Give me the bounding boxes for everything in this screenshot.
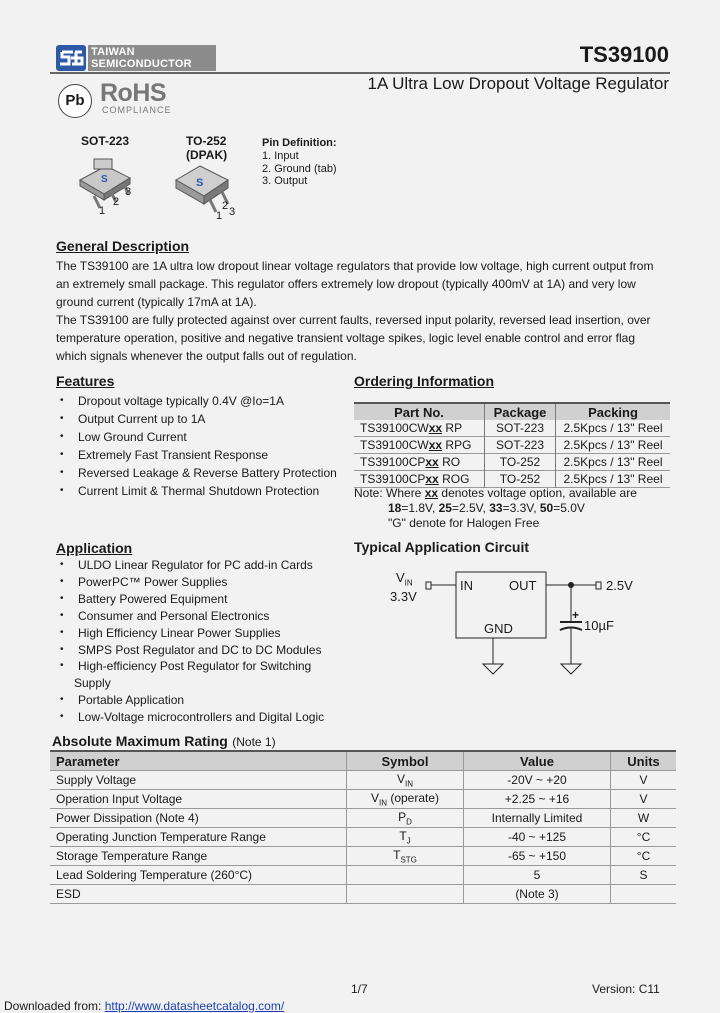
voltage-code: xx bbox=[428, 438, 443, 452]
to252-package-icon bbox=[170, 160, 236, 225]
pin-out-label: OUT bbox=[509, 578, 537, 593]
table-row bbox=[354, 471, 670, 488]
symbol-cell bbox=[347, 809, 464, 828]
general-description-body bbox=[56, 257, 676, 365]
table-row bbox=[50, 809, 676, 828]
halogen-note: "G" denote for Halogen Free bbox=[388, 516, 540, 530]
part-no-suffix: RO bbox=[438, 455, 461, 469]
symbol-cell bbox=[347, 771, 464, 790]
column-header: Symbol bbox=[347, 751, 464, 771]
page-number: 1/7 bbox=[351, 982, 368, 996]
table-row bbox=[354, 420, 670, 437]
features-list bbox=[56, 392, 356, 500]
unit-cell: °C bbox=[611, 828, 677, 847]
symbol: P bbox=[398, 809, 407, 824]
vin-symbol: V bbox=[396, 570, 405, 585]
description-line: ground current (typically 17mA at 1A). bbox=[56, 295, 257, 309]
value-cell: (Note 3) bbox=[464, 885, 611, 904]
packing-cell: 2.5Kpcs / 13" Reel bbox=[556, 471, 671, 488]
option-value: =1.8V, bbox=[401, 501, 439, 515]
header-rule bbox=[50, 72, 670, 74]
option-code: 50 bbox=[539, 501, 554, 515]
list-item: • SMPS Post Regulator and DC to DC Modules bbox=[56, 642, 356, 659]
list-item: • PowerPC™ Power Supplies bbox=[56, 574, 356, 591]
packing-cell: 2.5Kpcs / 13" Reel bbox=[556, 454, 671, 471]
company-name bbox=[88, 45, 216, 71]
list-item: • Low-Voltage microcontrollers and Digital Logic bbox=[56, 709, 356, 726]
description-line: an extremely small package. This regulator offers extremely low dropout (typically 400mV at 1A) and very low bbox=[56, 277, 636, 291]
part-no-cell bbox=[354, 454, 485, 471]
rohs-compliance-label: COMPLIANCE bbox=[102, 105, 172, 115]
pin-def-2: 2. Ground (tab) bbox=[262, 162, 337, 175]
abs-max-title-text: Absolute Maximum Rating bbox=[52, 733, 228, 749]
table-row bbox=[50, 828, 676, 847]
value-cell: -65 ~ +150 bbox=[464, 847, 611, 866]
package-cell: TO-252 bbox=[485, 454, 556, 471]
download-link[interactable]: http://www.datasheetcatalog.com/ bbox=[104, 999, 285, 1013]
symbol-cell bbox=[347, 828, 464, 847]
value-cell: Internally Limited bbox=[464, 809, 611, 828]
download-source bbox=[4, 999, 284, 1013]
table-row bbox=[50, 847, 676, 866]
abs-max-title bbox=[52, 733, 276, 751]
to252-label: TO-252 bbox=[186, 134, 227, 148]
abs-max-title-note: (Note 1) bbox=[232, 735, 276, 749]
table-row bbox=[50, 866, 676, 885]
company-name-line2: SEMICONDUCTOR bbox=[91, 58, 192, 70]
value-cell: 5 bbox=[464, 866, 611, 885]
download-prefix: Downloaded from: bbox=[4, 999, 105, 1013]
table-row bbox=[50, 790, 676, 809]
symbol-subscript: STG bbox=[400, 855, 417, 865]
svg-text:S: S bbox=[196, 177, 204, 189]
list-item: • Battery Powered Equipment bbox=[56, 591, 356, 608]
list-item: • Output Current up to 1A bbox=[56, 410, 356, 428]
dpak-label: (DPAK) bbox=[186, 148, 228, 162]
description-line: temperature operation, positive and negative transient voltage spikes, logic level enable control and error flag bbox=[56, 331, 636, 345]
vout-label: 2.5V bbox=[606, 578, 633, 593]
rohs-logo: RoHS bbox=[100, 79, 167, 107]
param-cell: Operating Junction Temperature Range bbox=[50, 828, 347, 847]
note-code: xx bbox=[424, 486, 439, 500]
option-value: =3.3V, bbox=[502, 501, 540, 515]
note-prefix: Note: Where bbox=[354, 486, 425, 500]
param-cell: ESD bbox=[50, 885, 347, 904]
packing-cell: 2.5Kpcs / 13" Reel bbox=[556, 420, 671, 437]
list-item: • Extremely Fast Transient Response bbox=[56, 446, 356, 464]
to-pin-2-label: 2 bbox=[222, 200, 229, 212]
voltage-code: xx bbox=[425, 472, 439, 486]
part-no-prefix: TS39100CW bbox=[360, 438, 429, 452]
column-header: Package bbox=[485, 403, 556, 420]
symbol-subscript: J bbox=[406, 836, 411, 846]
description-line: which signals whenever the output falls out of regulation. bbox=[56, 349, 357, 363]
value-cell: -40 ~ +125 bbox=[464, 828, 611, 847]
pin-def-3: 3. Output bbox=[262, 175, 308, 187]
symbol-cell bbox=[347, 866, 464, 885]
application-title: Application bbox=[56, 540, 133, 556]
param-cell: Lead Soldering Temperature (260°C) bbox=[50, 866, 347, 885]
column-header: Packing bbox=[556, 403, 671, 420]
param-cell: Operation Input Voltage bbox=[50, 790, 347, 809]
list-item: • High-efficiency Post Regulator for Switching bbox=[56, 658, 356, 675]
table-row bbox=[50, 771, 676, 790]
part-no-cell bbox=[354, 471, 485, 488]
unit-cell: V bbox=[611, 771, 677, 790]
symbol: T bbox=[393, 847, 401, 862]
pin-definition bbox=[262, 137, 337, 188]
pin-definition-title: Pin Definition: bbox=[262, 137, 337, 149]
abs-max-table bbox=[50, 750, 676, 904]
sot-pin-1-label: 1 bbox=[99, 205, 106, 217]
pin-in-label: IN bbox=[460, 578, 473, 593]
features-title: Features bbox=[56, 373, 115, 389]
list-item: • Consumer and Personal Electronics bbox=[56, 608, 356, 625]
list-item: • Reversed Leakage & Reverse Battery Protection bbox=[56, 464, 356, 482]
ordering-note bbox=[354, 486, 637, 501]
company-name-line1: TAIWAN bbox=[91, 46, 135, 58]
table-row bbox=[354, 437, 670, 454]
column-header: Parameter bbox=[50, 751, 347, 771]
voltage-code: xx bbox=[425, 455, 439, 469]
symbol: T bbox=[399, 828, 407, 843]
vin-value: 3.3V bbox=[390, 589, 417, 604]
table-row bbox=[50, 885, 676, 904]
pin-def-1: 1. Input bbox=[262, 150, 299, 162]
voltage-options bbox=[388, 501, 585, 516]
list-item: • Low Ground Current bbox=[56, 428, 356, 446]
unit-cell: V bbox=[611, 790, 677, 809]
ordering-table bbox=[354, 402, 670, 488]
symbol: V bbox=[370, 790, 379, 805]
symbol-subscript: D bbox=[406, 817, 412, 827]
company-logo-icon bbox=[56, 45, 86, 71]
list-item: • High Efficiency Linear Power Supplies bbox=[56, 625, 356, 642]
ordering-information-title: Ordering Information bbox=[354, 373, 494, 389]
svg-text:S: S bbox=[101, 174, 108, 185]
document-subtitle: 1A Ultra Low Dropout Voltage Regulator bbox=[367, 74, 669, 93]
packing-cell: 2.5Kpcs / 13" Reel bbox=[556, 437, 671, 454]
param-cell: Power Dissipation (Note 4) bbox=[50, 809, 347, 828]
description-line: The TS39100 are fully protected against over current faults, reversed input polarity, reversed lead insertion, over bbox=[56, 313, 651, 327]
capacitor-label: 10µF bbox=[584, 618, 614, 633]
pb-free-icon: Pb bbox=[58, 84, 92, 118]
sot223-label: SOT-223 bbox=[81, 134, 130, 148]
symbol-cell bbox=[347, 790, 464, 809]
part-number-title: TS39100 bbox=[579, 42, 669, 67]
table-row bbox=[354, 454, 670, 471]
symbol-subscript: IN bbox=[378, 798, 387, 808]
cap-polarity-label: + bbox=[572, 608, 580, 622]
column-header: Value bbox=[464, 751, 611, 771]
application-circuit-diagram bbox=[388, 570, 678, 680]
column-header: Part No. bbox=[354, 403, 485, 420]
option-code: 18 bbox=[388, 501, 402, 515]
option-code: 25 bbox=[438, 501, 452, 515]
version-label: Version: C11 bbox=[592, 982, 660, 996]
general-description-title: General Description bbox=[56, 238, 190, 254]
column-header: Units bbox=[611, 751, 677, 771]
package-cell: SOT-223 bbox=[485, 437, 556, 454]
circuit-title: Typical Application Circuit bbox=[354, 539, 530, 555]
value-cell: +2.25 ~ +16 bbox=[464, 790, 611, 809]
list-item: • Dropout voltage typically 0.4V @Io=1A bbox=[56, 392, 356, 410]
unit-cell bbox=[611, 885, 677, 904]
part-no-prefix: TS39100CW bbox=[360, 421, 429, 435]
unit-cell: S bbox=[611, 866, 677, 885]
package-cell: SOT-223 bbox=[485, 420, 556, 437]
sot-pin-3-label: 3 bbox=[125, 186, 132, 198]
symbol-cell bbox=[347, 885, 464, 904]
vin-subscript: IN bbox=[404, 578, 413, 588]
to-pin-3-label: 3 bbox=[229, 206, 236, 218]
package-cell: TO-252 bbox=[485, 471, 556, 488]
part-no-suffix: RP bbox=[442, 421, 463, 435]
option-code: 33 bbox=[489, 501, 503, 515]
part-no-prefix: TS39100CP bbox=[360, 472, 426, 486]
unit-cell: °C bbox=[611, 847, 677, 866]
unit-cell: W bbox=[611, 809, 677, 828]
value-cell: -20V ~ +20 bbox=[464, 771, 611, 790]
list-item-continuation: Supply bbox=[74, 676, 111, 691]
part-no-cell bbox=[354, 437, 485, 454]
to-pin-1-label: 1 bbox=[216, 210, 223, 222]
symbol-suffix: (operate) bbox=[386, 790, 440, 805]
sot-pin-2-label: 2 bbox=[113, 196, 120, 208]
description-line: The TS39100 are 1A ultra low dropout linear voltage regulators that provide low voltage, high current output from bbox=[56, 259, 654, 273]
symbol-cell bbox=[347, 847, 464, 866]
symbol: V bbox=[396, 771, 405, 786]
vin-label bbox=[396, 570, 413, 588]
symbol-subscript: IN bbox=[405, 779, 413, 789]
pin-gnd-label: GND bbox=[484, 621, 513, 636]
list-item: • Portable Application bbox=[56, 692, 356, 709]
part-no-suffix: ROG bbox=[438, 472, 470, 486]
param-cell: Supply Voltage bbox=[50, 771, 347, 790]
list-item: • ULDO Linear Regulator for PC add-in Cards bbox=[56, 557, 356, 574]
part-no-suffix: RPG bbox=[442, 438, 472, 452]
note-suffix: denotes voltage option, available are bbox=[438, 486, 637, 500]
option-value: =5.0V bbox=[553, 501, 585, 515]
application-list bbox=[56, 557, 356, 726]
param-cell: Storage Temperature Range bbox=[50, 847, 347, 866]
list-item: • Current Limit & Thermal Shutdown Protection bbox=[56, 482, 356, 500]
voltage-code: xx bbox=[428, 421, 443, 435]
part-no-cell bbox=[354, 420, 485, 437]
option-value: =2.5V, bbox=[451, 501, 490, 515]
part-no-prefix: TS39100CP bbox=[360, 455, 426, 469]
